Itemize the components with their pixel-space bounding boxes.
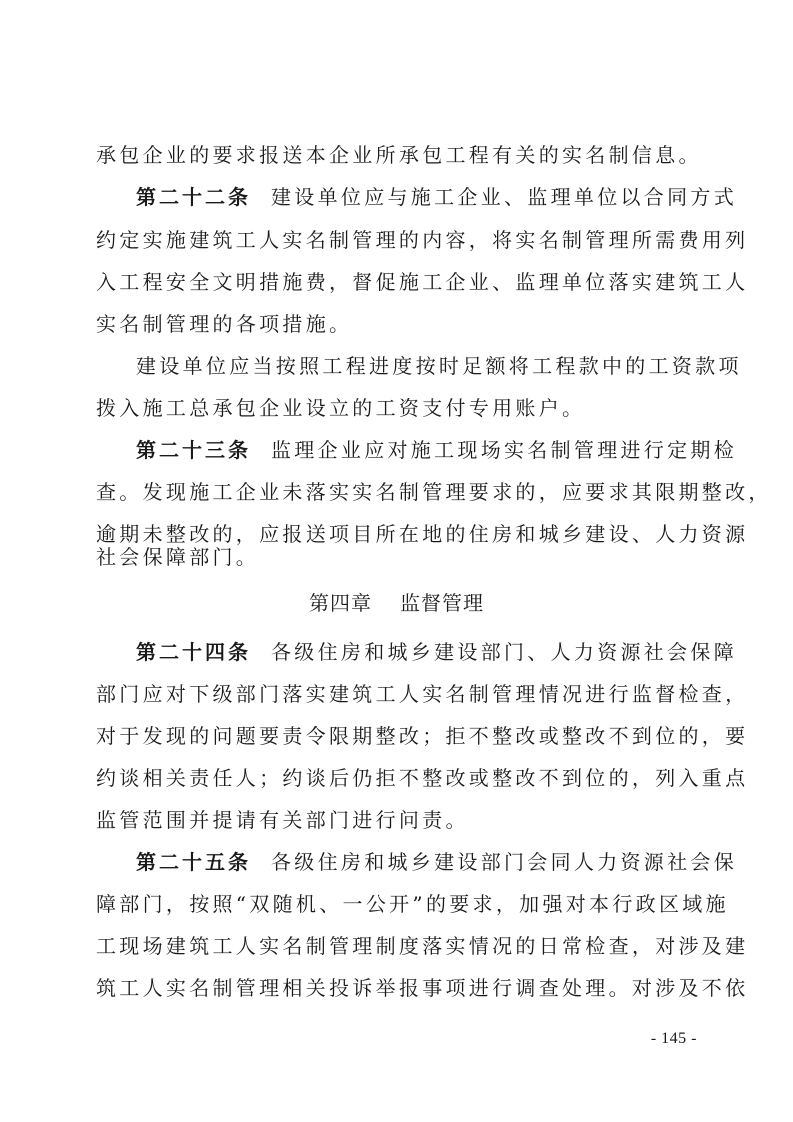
article-heading: 第二十二条 xyxy=(136,185,251,209)
chapter-title: 监督管理 xyxy=(400,591,484,615)
text-line: 约谈相关责任人；约谈后仍拒不整改或整改不到位的，列入重点 xyxy=(96,766,749,790)
article-heading: 第二十四条 xyxy=(136,640,251,664)
text-line: 对于发现的问题要责令限期整改；拒不整改或整改不到位的，要 xyxy=(96,724,749,748)
text-line: 筑工人实名制管理相关投诉举报事项进行调查处理。对涉及不依 xyxy=(96,976,749,1000)
text-line: 拨入施工总承包企业设立的工资支付专用账户。 xyxy=(96,396,586,420)
text-line: 承包企业的要求报送本企业所承包工程有关的实名制信息。 xyxy=(96,143,702,167)
text-line: 工现场建筑工人实名制管理制度落实情况的日常检查，对涉及建 xyxy=(96,934,749,958)
text-line: 约定实施建筑工人实名制管理的内容，将实名制管理所需费用列 xyxy=(96,228,749,252)
article-22-line: 第二十二条 建设单位应与施工企业、监理单位以合同方式 xyxy=(136,185,737,209)
chapter-heading xyxy=(0,590,793,616)
text-line: 入工程安全文明措施费，督促施工企业、监理单位落实建筑工人 xyxy=(96,270,749,294)
chapter-number: 第四章 xyxy=(309,591,372,615)
page-number: - 145 - xyxy=(650,1030,697,1047)
text-line: 逾期未整改的，应报送项目所在地的住房和城乡建设、人力资源 xyxy=(96,522,749,546)
text-line: 建设单位应当按照工程进度按时足额将工程款中的工资款项 xyxy=(136,354,742,378)
text-line: 障部门，按照“双随机、一公开”的要求，加强对本行政区域施 xyxy=(96,892,729,916)
text-line: 社会保障部门。 xyxy=(96,545,260,569)
text-line: 实名制管理的各项措施。 xyxy=(96,312,353,336)
text-line: 部门应对下级部门落实建筑工人实名制管理情况进行监督检查， xyxy=(96,682,749,706)
article-24-line: 第二十四条 各级住房和城乡建设部门、人力资源社会保障 xyxy=(136,640,737,664)
article-25-line: 第二十五条 各级住房和城乡建设部门会同人力资源社会保 xyxy=(136,850,737,874)
text-line: 监管范围并提请有关部门进行问责。 xyxy=(96,808,469,832)
article-heading: 第二十五条 xyxy=(136,850,251,874)
text-line: 查。发现施工企业未落实实名制管理要求的，应要求其限期整改， xyxy=(96,480,772,504)
article-heading: 第二十三条 xyxy=(136,438,251,462)
article-23-line: 第二十三条 监理企业应对施工现场实名制管理进行定期检 xyxy=(136,438,737,462)
